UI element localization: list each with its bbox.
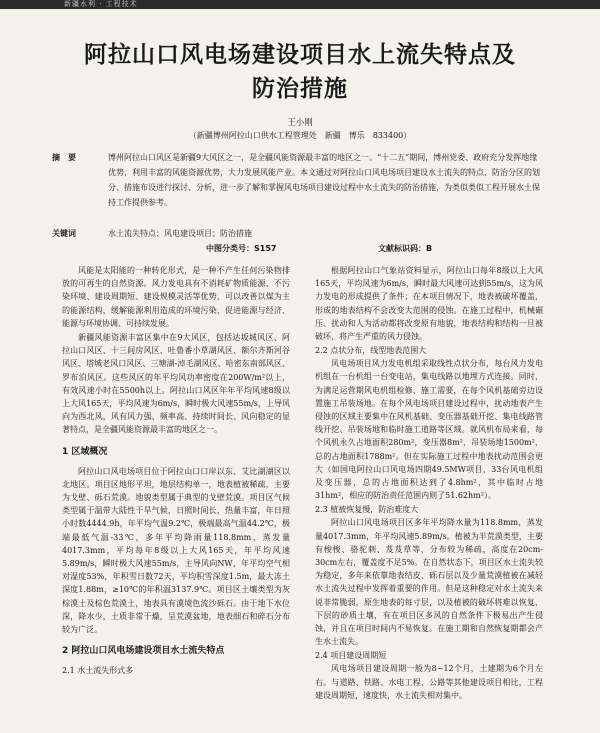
document-code: 文献标识码：B: [378, 244, 433, 253]
abstract: [52, 150, 543, 210]
title-line-1: 阿拉山口风电场建设项目水上流失特点及: [84, 42, 516, 68]
subsection-heading: 2.1 水土流失形式多: [62, 666, 134, 676]
section-heading: 1 区域概况: [62, 446, 108, 457]
running-head-bar: [0, 0, 600, 9]
subsection-heading: 2.2 点状分布，线型地表范围大: [315, 346, 427, 356]
left-column: [62, 264, 290, 677]
running-head: 新疆水利 · 工程技术: [64, 0, 138, 8]
paragraph: 根据阿拉山口气象站资料显示，阿拉山口每年8级以上大风165天，平均风速为6m/s，瞬时最大风速可达到55m/s，这为风力发电的形成提供了条件；在本项目情况下，地表被破坏覆盖，形成的地表结构不会改变大范围的侵蚀。在施工过程中，机械碾压、扰动和人为活动都将改变原有地貌，地表结构和结构一旦被破坏，将产生严重的风力侵蚀。: [315, 266, 543, 342]
paragraph: 风电场项目建设周期一般为8~12个月，土建期为6个月左右。与道路、铁路、水电工程、公路等其他建设项目相比，工程建设周期短，速度快，水土流失相对集中。: [315, 664, 543, 700]
clc-number: 中图分类号：S157: [206, 244, 277, 253]
paragraph: 新疆风能资源丰富区集中在9大风区，包括达坂城风区、阿拉山口风区、十三间房风区、吐鲁番小草湖风区、额尔齐斯河谷风区、塔城老风口风区、三塘湖-淖毛湖风区、哈密东南部风区、罗布泊风区。这些风区的年平均风功率密度在200W/m²以上，有效风速小时在5500h以上。阿拉山口风区年年平均风速8级以上大风165天，平均风速为6m/s，瞬时极大风速55m/s，上导风向为西北风，风有风力强、频率高、持续时间长、风向稳定的显著特点，是全疆风能资源最丰富的地区之一。: [62, 333, 290, 435]
paper-title: [40, 38, 560, 106]
author: 王小刚: [287, 118, 313, 128]
abstract-text: 博州阿拉山口风区是新疆9大风区之一，是全疆风能资源最丰富的地区之一。“十二五”期间，博州党委、政府充分发挥地缘优势，利用丰富的风能资源优势，大力发展风能产业。本文通过对阿拉山口风电场项目建设水土流失的特点、防治分区的划分、措施布设进行探讨、分析，进一步了解和掌握风电场项目建设过程中水土流失的防治措施，为类似类似工程开展水土保持工作提供参考。: [108, 153, 540, 207]
paragraph: 阿拉山口风电场项目区多年平均降水量为118.8mm，蒸发量4017.3mm，年平均风速5.89m/s。植被为半荒漠类型，主要有梭梭、骆驼刺、芨芨草等，分布较为稀疏，高度在20cm-30cm左右，覆盖度不足5%。在自然状态下，项目区水土流失较为稳定，多年来依靠地表结皮、砾石层以及少量荒漠植被在减轻水土流失过程中发挥着重要的作用。但是这种稳定对水土流失来说非常脆弱，原生地表的每寸层，以及植被的破坏将难以恢复，下层的砂质土壤，有在项目区多风的自然条件下极易出产生侵蚀，并且在项目时间内不易恢复。在施工期和自然恢复期都会产生水土流失。: [315, 518, 543, 647]
subsection-heading: 2.3 植被恢复慢，防治难度大: [315, 505, 419, 515]
section-heading: 2 阿拉山口风电场建设项目水土流失特点: [62, 646, 225, 657]
affiliation: （新疆博州阿拉山口供水工程管理处 新疆 博乐 833400）: [188, 131, 412, 140]
paragraph: 风电场项目风力发电机组采取线性点状分布，每台风力发电机组在一台机组一台变电站，集电线路以地埋方式连接。同时，为满足运营期风电机组检修、施工需要，在每个风机基础旁边设置施工吊装场地。在每个风电场项目建设过程中，扰动地表产生侵蚀的区域主要集中在风机基础、变压器基础开挖、集电线路管线开挖、吊装场地和临时施工道路等区域。就风机布局来看，每个风机永久占地面积280m²，变压器8m²，吊装场地1500m²，总的占地面积1788m²。但在实际施工过程中地表扰动范围会更大（如国电阿拉山口风电场四期49.5MW项目，33台风电机组及变压器，总的占地面积达到了4.8hm²，其中临时占地31hm²，相应的防治责任范围内则了51.62hm²）。: [315, 359, 543, 501]
keywords-label: 关键词: [52, 229, 76, 238]
title-line-2: 防治措施: [252, 76, 348, 102]
subsection-heading: 2.4 项目建设周期短: [315, 651, 387, 661]
keywords-text: 水土流失特点；风电建设项目；防治措施: [108, 229, 252, 238]
right-column: [315, 264, 543, 703]
keywords: [52, 228, 543, 240]
abstract-label: 摘 要: [52, 153, 76, 162]
paragraph: 阿拉山口风电场项目位于阿拉山口口岸以东、艾比湖湖区以北地区。项目区地形平坦，地层结构单一，地表植被稀疏，主要为戈壁、砾石荒漠。地貌类型属于典型的戈壁荒漠。项目区气候类型属于温带大陆性干旱气候，日照时间长，热量丰富，年日照小时数4444.9h，年平均气温9.2℃，极端最高气温44.2℃，极端最低气温-33℃，多年平均降雨量118.8mm，蒸发量4017.3mm，平均每年8级以上大风165天，年平均风速5.89m/s，瞬时极大风速55m/s，主导风向NW，年平均空气相对湿度53%，年积雪日数72天，平均积雪深度1.5m，最大冻土深度1.88m，≥10℃的年积温3137.9℃。项目区土壤类型为灰棕漠土及棕色荒漠土，地表具有漠境色流沙砾石。由于地下水位深，降水少，土质非常干燥，呈荒漠盆地，地表细石和碎石分布较为广泛。: [62, 466, 290, 635]
paragraph: 风能是太阳能的一种转化形式，是一种不产生任何污染物排放的可再生的自然资源。风力发电具有不消耗矿物质能源、不污染环境、建设周期短、建设规模灵活等优势，可以改善以煤为主的能源结构，缓解能源利用造成的环境污染，促进能源与经济、能源与环境协调、可持续发展。: [62, 266, 290, 328]
